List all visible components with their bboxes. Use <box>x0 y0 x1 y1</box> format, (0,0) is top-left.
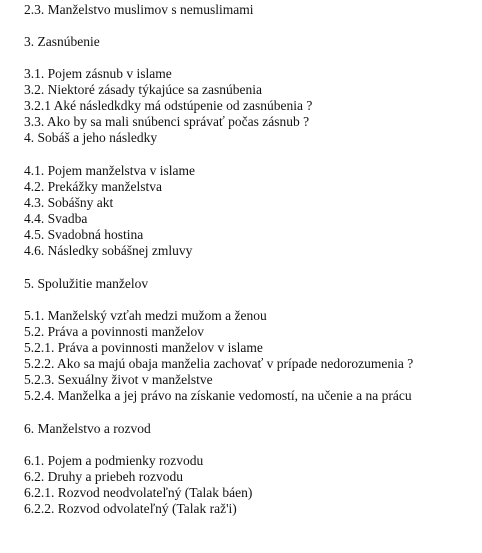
toc-line-4-5: 4.5. Svadobná hostina <box>24 227 144 242</box>
toc-line-4-6: 4.6. Následky sobášnej zmluvy <box>24 243 193 258</box>
toc-line-5-2-3: 5.2.3. Sexuálny život v manželstve <box>24 372 213 387</box>
toc-line-5-2: 5.2. Práva a povinnosti manželov <box>24 324 204 339</box>
toc-line-5-1: 5.1. Manželský vzťah medzi mužom a ženou <box>24 308 267 323</box>
toc-line-4-4: 4.4. Svadba <box>24 211 88 226</box>
toc-heading-4: 4. Sobáš a jeho následky <box>24 130 158 145</box>
toc-line-3-2-1: 3.2.1 Aké následkdky má odstúpenie od zasnúbenia ? <box>24 98 313 113</box>
toc-heading-3: 3. Zasnúbenie <box>24 34 100 49</box>
toc-heading-5: 5. Spolužitie manželov <box>24 276 149 291</box>
toc-heading-6: 6. Manželstvo a rozvod <box>24 421 151 436</box>
toc-line-5-2-4: 5.2.4. Manželka a jej právo na získanie vedomostí, na učenie a na prácu <box>24 388 412 403</box>
toc-line-3-1: 3.1. Pojem zásnub v islame <box>24 66 172 81</box>
toc-line-3-2: 3.2. Niektoré zásady týkajúce sa zasnúbenia <box>24 82 263 97</box>
toc-line-3-3: 3.3. Ako by sa mali snúbenci správať počas zásnub ? <box>24 114 310 129</box>
toc-line-6-2-1: 6.2.1. Rozvod neodvolateľný (Talak báen) <box>24 485 253 500</box>
toc-line-4-1: 4.1. Pojem manželstva v islame <box>24 163 195 178</box>
toc-line-6-2: 6.2. Druhy a priebeh rozvodu <box>24 469 183 484</box>
toc-line-5-2-1: 5.2.1. Práva a povinnosti manželov v islame <box>24 340 263 355</box>
toc-line-4-3: 4.3. Sobášny akt <box>24 195 114 210</box>
toc-line-4-2: 4.2. Prekážky manželstva <box>24 179 162 194</box>
toc-line-2-3: 2.3. Manželstvo muslimov s nemuslimami <box>24 2 254 17</box>
toc-line-6-2-2: 6.2.2. Rozvod odvolateľný (Talak raž'i) <box>24 501 237 516</box>
toc-line-5-2-2: 5.2.2. Ako sa majú obaja manželia zachovať v prípade nedorozumenia ? <box>24 356 414 371</box>
toc-line-6-1: 6.1. Pojem a podmienky rozvodu <box>24 453 204 468</box>
